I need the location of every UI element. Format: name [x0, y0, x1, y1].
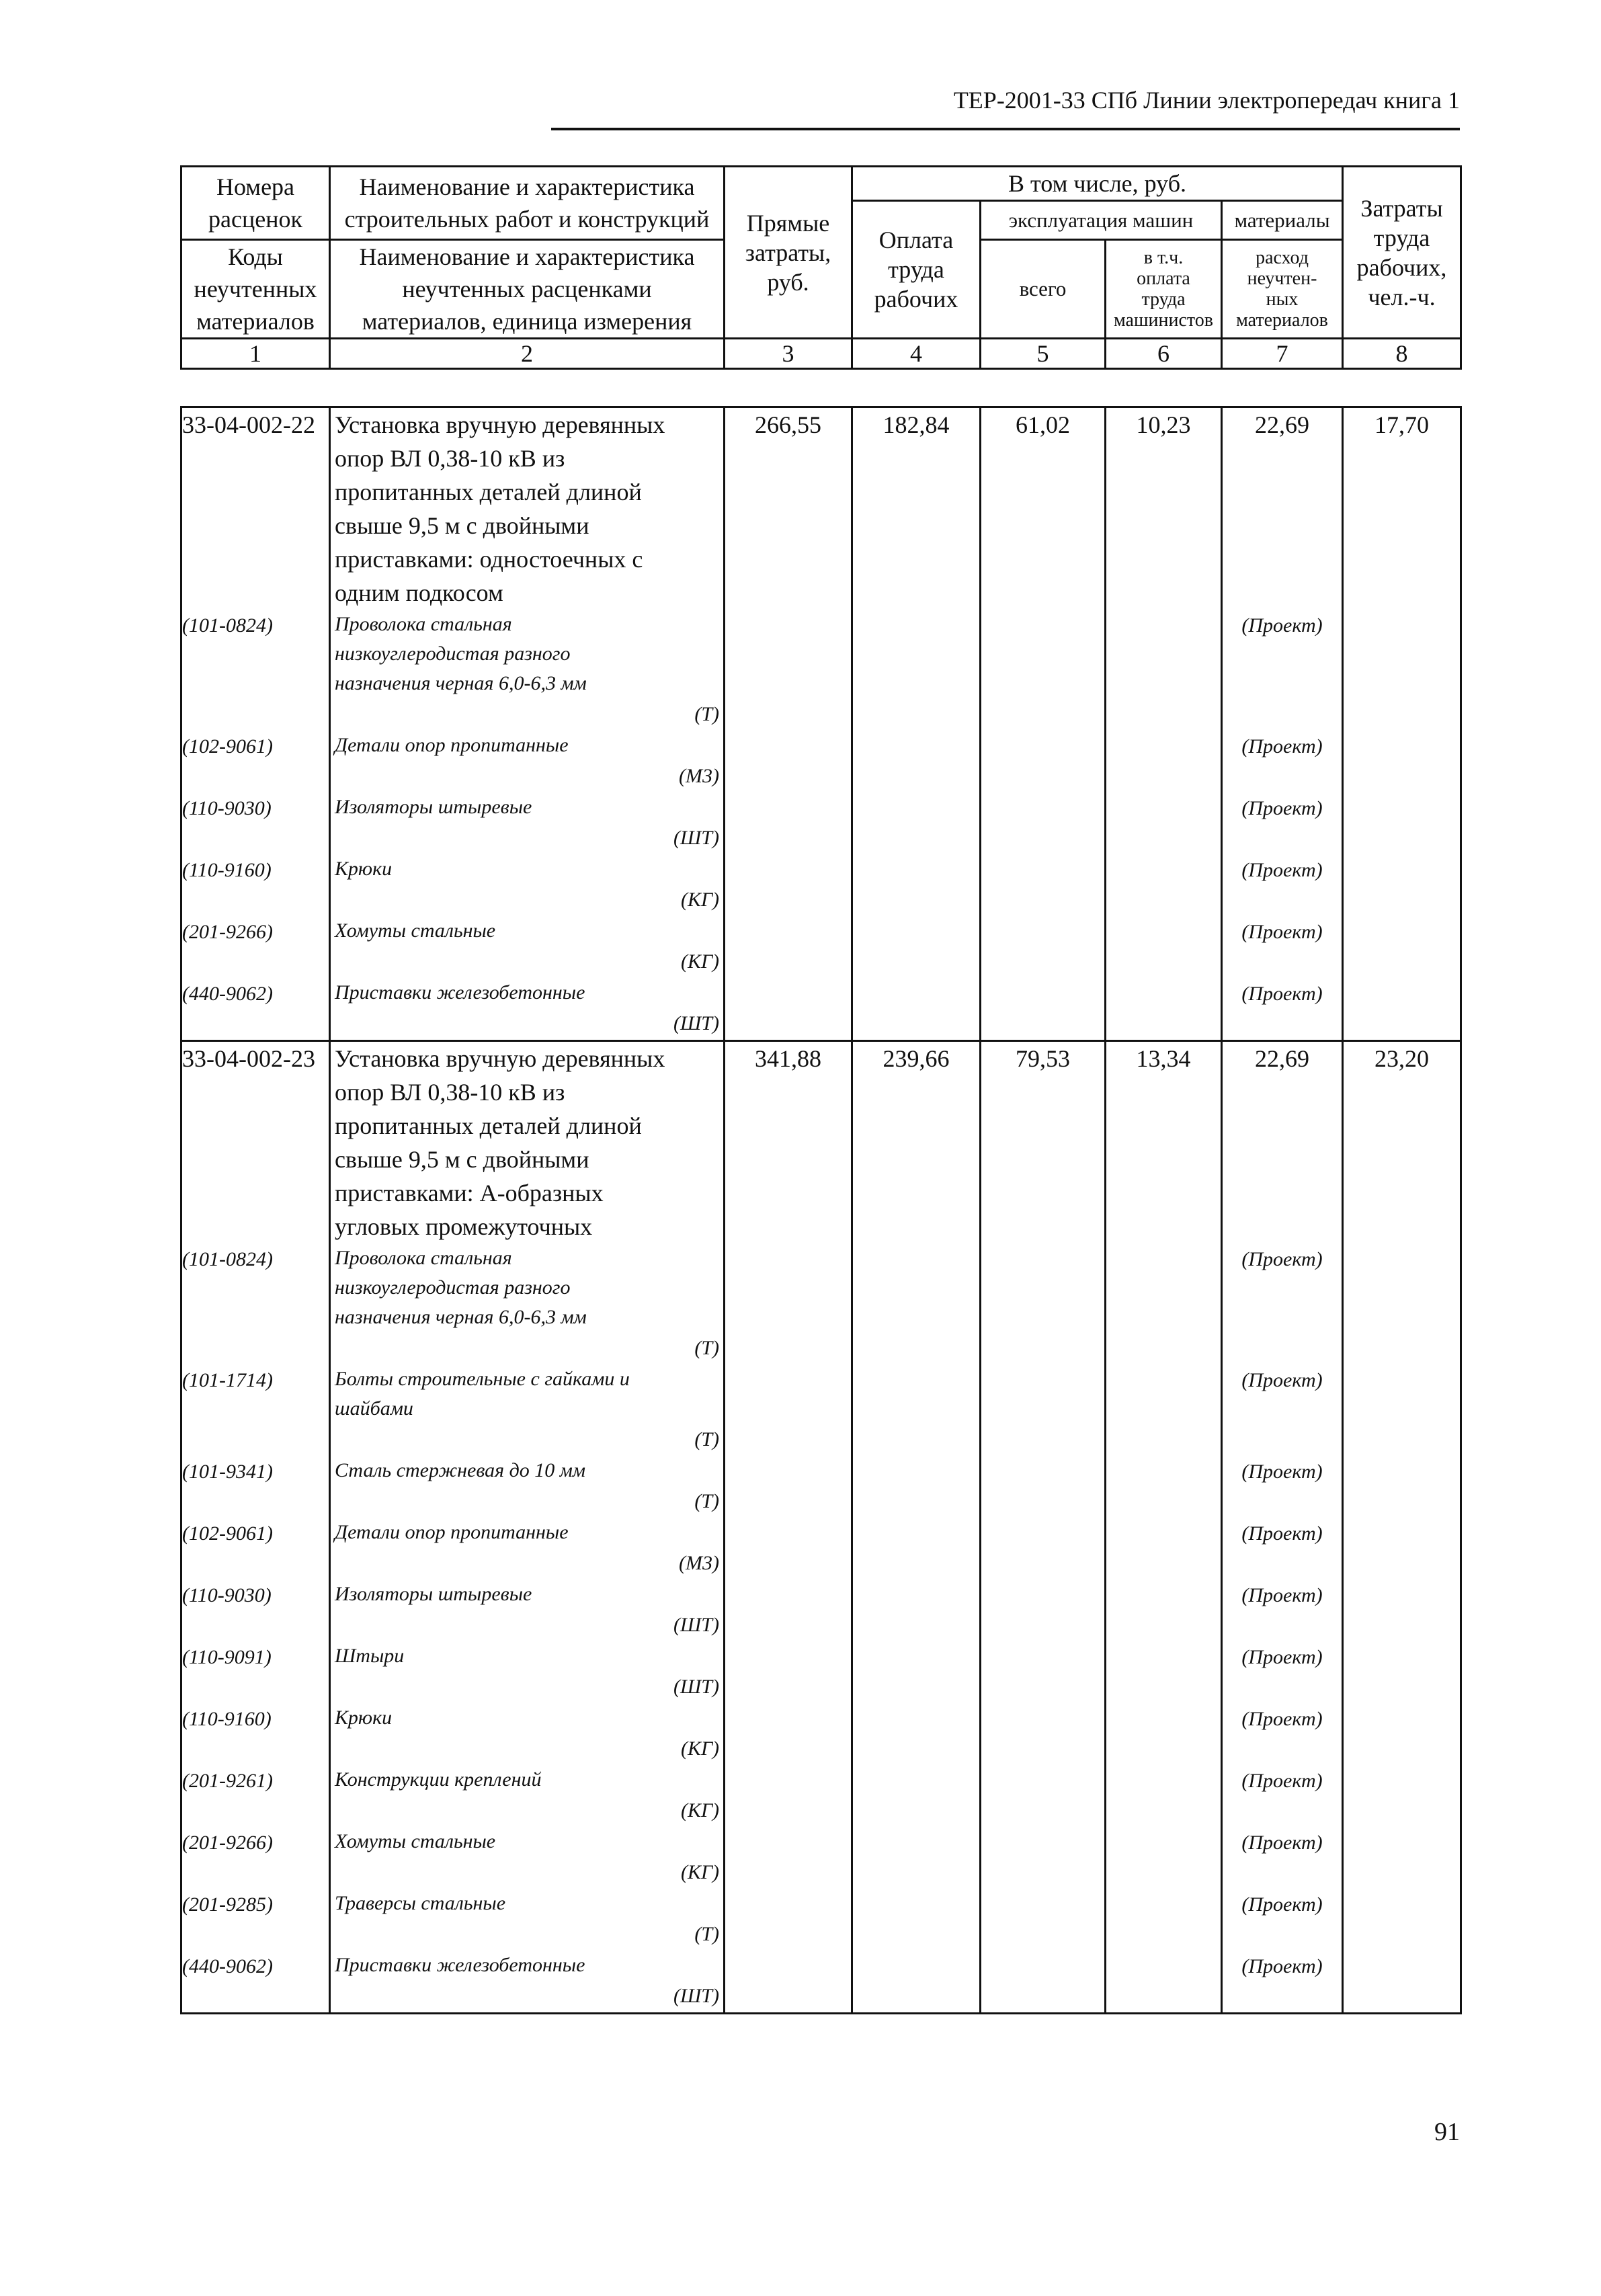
- material-name-line: низкоуглеродистая разного: [335, 643, 571, 665]
- material-name-line: Болты строительные с гайками и: [335, 1368, 630, 1390]
- material-name-line: Траверсы стальные: [335, 1892, 506, 1914]
- material-quantity: (Проект): [1241, 735, 1323, 757]
- material-name-line: Крюки: [335, 858, 393, 880]
- material-code: (201-9266): [182, 921, 273, 943]
- rate-description-line: пропитанных деталей длиной: [335, 1112, 642, 1139]
- material-unit: (ШТ): [673, 1012, 719, 1034]
- material-name-line: шайбами: [335, 1397, 413, 1420]
- running-head: ТЕР-2001-33 СПб Линии электропередач книга 1: [953, 87, 1460, 114]
- rate-description-line: Установка вручную деревянных: [335, 411, 665, 438]
- column-number: 6: [1106, 339, 1222, 369]
- description-cell: [330, 407, 725, 1041]
- material-quantity: (Проект): [1241, 797, 1323, 819]
- material-quantity: (Проект): [1241, 1893, 1323, 1916]
- material-quantity: (Проект): [1241, 1584, 1323, 1606]
- materials-cost: 22,69: [1255, 1045, 1309, 1072]
- header-direct-costs: Прямые затраты, руб.: [725, 167, 852, 339]
- material-code: (110-9030): [182, 797, 272, 819]
- header-rule: [551, 128, 1460, 130]
- material-unit: (ШТ): [673, 1985, 719, 2007]
- column-number: 8: [1343, 339, 1461, 369]
- spacer: [1223, 442, 1342, 610]
- material-code: (101-0824): [182, 614, 273, 637]
- column-number: 3: [725, 339, 852, 369]
- material-name-line: Штыри: [335, 1645, 405, 1667]
- codes-cell: [181, 407, 330, 1041]
- header-machines-total: всего: [981, 240, 1106, 339]
- rate-description-line: пропитанных деталей длиной: [335, 479, 642, 505]
- material-unit: (ШТ): [673, 827, 719, 849]
- column-number: 4: [852, 339, 981, 369]
- header-materials: материалы: [1222, 201, 1343, 240]
- material-code: (440-9062): [182, 1955, 273, 1977]
- labor-hours-cell: [1343, 407, 1461, 1041]
- machines-total: 61,02: [1016, 411, 1070, 438]
- materials-cell: [1222, 1041, 1343, 2014]
- material-name-line: Проволока стальная: [335, 613, 512, 635]
- material-code: (102-9061): [182, 735, 273, 757]
- material-unit: (М3): [679, 1552, 719, 1574]
- material-quantity: (Проект): [1241, 983, 1323, 1005]
- header-labor-hours: Затраты труда рабочих, чел.-ч.: [1343, 167, 1461, 339]
- material-quantity: (Проект): [1241, 1248, 1323, 1270]
- spacer: [182, 1075, 329, 1243]
- material-name-line: Проволока стальная: [335, 1247, 512, 1269]
- material-unit: (КГ): [681, 1799, 719, 1821]
- material-quantity: (Проект): [1241, 1646, 1323, 1668]
- material-code: (102-9061): [182, 1522, 273, 1545]
- material-name-line: назначения черная 6,0-6,3 мм: [335, 1306, 587, 1328]
- labor-pay: 239,66: [882, 1045, 950, 1072]
- header-work-name: Наименование и характеристика строительных работ и конструкций: [330, 167, 725, 240]
- material-quantity: (Проект): [1241, 1369, 1323, 1391]
- rate-description-line: свыше 9,5 м с двойными: [335, 512, 589, 539]
- material-name-line: Крюки: [335, 1707, 393, 1729]
- labor-hours-cell: [1343, 1041, 1461, 2014]
- column-number: 7: [1222, 339, 1343, 369]
- rate-description-line: угловых промежуточных: [335, 1213, 593, 1240]
- material-quantity: (Проект): [1241, 859, 1323, 881]
- material-code: (440-9062): [182, 983, 273, 1005]
- labor-pay: 182,84: [882, 411, 950, 438]
- material-code: (101-9341): [182, 1461, 273, 1483]
- material-code: (101-0824): [182, 1248, 273, 1270]
- material-code: (110-9160): [182, 859, 272, 881]
- rates-table: [180, 406, 1462, 2014]
- labor-pay-cell: [852, 407, 981, 1041]
- codes-cell: [181, 1041, 330, 2014]
- material-name-line: назначения черная 6,0-6,3 мм: [335, 672, 587, 694]
- header-machine-operation: эксплуатация машин: [981, 201, 1222, 240]
- material-unit: (КГ): [681, 1861, 719, 1883]
- material-name-line: Хомуты стальные: [335, 1830, 496, 1852]
- rate-description-line: приставками: А-образных: [335, 1180, 604, 1206]
- material-quantity: (Проект): [1241, 1461, 1323, 1483]
- rate-code: 33-04-002-23: [182, 1045, 315, 1072]
- material-name-line: Детали опор пропитанные: [335, 734, 569, 756]
- materials-cost: 22,69: [1255, 411, 1309, 438]
- machines-total-cell: [981, 407, 1106, 1041]
- header-materials-name: Наименование и характеристика неучтенных расценками материалов, единица измерения: [330, 240, 725, 339]
- labor-hours: 17,70: [1374, 411, 1429, 438]
- rate-description-line: приставками: одностоечных с: [335, 546, 643, 573]
- rate-description-line: одним подкосом: [335, 579, 503, 606]
- header-rate-numbers: Номера расценок: [181, 167, 330, 240]
- material-quantity: (Проект): [1241, 1522, 1323, 1545]
- material-name-line: Изоляторы штыревые: [335, 1583, 532, 1605]
- column-number: 2: [330, 339, 725, 369]
- description-cell: [330, 1041, 725, 2014]
- machines-total: 79,53: [1016, 1045, 1070, 1072]
- machines-total-cell: [981, 1041, 1106, 2014]
- material-name-line: Конструкции креплений: [335, 1768, 542, 1791]
- header-including: В том числе, руб.: [852, 167, 1343, 201]
- materials-cell: [1222, 407, 1343, 1041]
- material-name-line: Сталь стержневая до 10 мм: [335, 1459, 586, 1481]
- labor-hours: 23,20: [1374, 1045, 1429, 1072]
- material-code: (201-9285): [182, 1893, 273, 1916]
- rate-description-line: Установка вручную деревянных: [335, 1045, 665, 1072]
- direct-costs-cell: [725, 407, 852, 1041]
- material-unit: (Т): [694, 1923, 719, 1945]
- material-unit: (ШТ): [673, 1676, 719, 1698]
- material-unit: (Т): [694, 1490, 719, 1512]
- material-name-line: Приставки железобетонные: [335, 1954, 585, 1976]
- material-unit: (КГ): [681, 1737, 719, 1760]
- material-quantity: (Проект): [1241, 1708, 1323, 1730]
- material-quantity: (Проект): [1241, 1832, 1323, 1854]
- direct-costs: 266,55: [755, 411, 821, 438]
- material-quantity: (Проект): [1241, 921, 1323, 943]
- material-code: (110-9030): [182, 1584, 272, 1606]
- material-unit: (М3): [679, 765, 719, 787]
- column-number: 5: [981, 339, 1106, 369]
- rate-entry: [181, 1041, 1461, 2014]
- material-name-line: Хомуты стальные: [335, 919, 496, 942]
- direct-costs-cell: [725, 1041, 852, 2014]
- material-name-line: Детали опор пропитанные: [335, 1521, 569, 1543]
- material-quantity: (Проект): [1241, 1770, 1323, 1792]
- spacer: [182, 442, 329, 610]
- material-name-line: низкоуглеродистая разного: [335, 1276, 571, 1299]
- material-unit: (Т): [694, 1337, 719, 1359]
- material-unit: (ШТ): [673, 1614, 719, 1636]
- machinist-pay-cell: [1106, 407, 1222, 1041]
- material-code: (201-9261): [182, 1770, 273, 1792]
- header-unaccounted-materials: расход неучтен- ных материалов: [1222, 240, 1343, 339]
- rate-description-line: свыше 9,5 м с двойными: [335, 1146, 589, 1173]
- rate-code: 33-04-002-22: [182, 411, 315, 438]
- material-unit: (Т): [694, 703, 719, 725]
- machinist-pay-cell: [1106, 1041, 1222, 2014]
- header-machinist-pay: в т.ч. оплата труда машинистов: [1106, 240, 1222, 339]
- material-quantity: (Проект): [1241, 614, 1323, 637]
- machinist-pay: 10,23: [1136, 411, 1191, 438]
- material-code: (110-9091): [182, 1646, 272, 1668]
- spacer: [1223, 1075, 1342, 1243]
- material-code: (110-9160): [182, 1708, 272, 1730]
- material-unit: (Т): [694, 1428, 719, 1450]
- material-unit: (КГ): [681, 950, 719, 973]
- column-numbers-row: [181, 339, 1461, 369]
- material-unit: (КГ): [681, 889, 719, 911]
- material-code: (201-9266): [182, 1832, 273, 1854]
- material-quantity: (Проект): [1241, 1955, 1323, 1977]
- column-number: 1: [181, 339, 330, 369]
- rate-description-line: опор ВЛ 0,38-10 кВ из: [335, 445, 565, 472]
- rate-description-line: опор ВЛ 0,38-10 кВ из: [335, 1079, 565, 1106]
- labor-pay-cell: [852, 1041, 981, 2014]
- machinist-pay: 13,34: [1136, 1045, 1191, 1072]
- direct-costs: 341,88: [755, 1045, 821, 1072]
- header-codes: Коды неучтенных материалов: [181, 240, 330, 339]
- material-name-line: Приставки железобетонные: [335, 981, 585, 1003]
- rate-entry: [181, 407, 1461, 1041]
- material-name-line: Изоляторы штыревые: [335, 796, 532, 818]
- table-header: [180, 165, 1462, 370]
- page-number: 91: [1434, 2118, 1460, 2146]
- header-labor-pay: Оплата труда рабочих: [852, 201, 981, 339]
- material-code: (101-1714): [182, 1369, 273, 1391]
